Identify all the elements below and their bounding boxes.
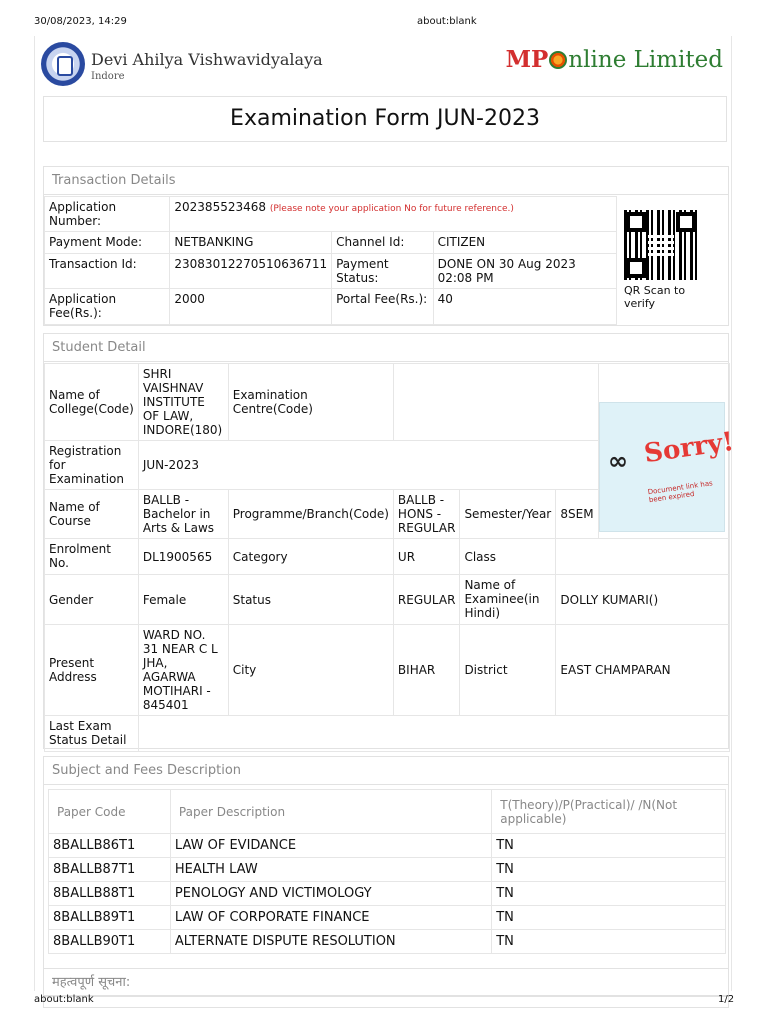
page-number: 1/2 xyxy=(718,994,735,1005)
print-url: about:blank xyxy=(417,16,477,27)
column-header: T(Theory)/P(Practical)/ /N(Not applicable) xyxy=(492,790,726,834)
paper-code: 8BALLB89T1 xyxy=(49,906,171,930)
application-number-label: Application Number: xyxy=(45,197,170,232)
city: BIHAR xyxy=(393,625,460,716)
registration: JUN-2023 xyxy=(138,441,599,490)
payment-status: DONE ON 30 Aug 2023 02:08 PM xyxy=(433,254,616,289)
university-city: Indore xyxy=(91,71,125,82)
paper-description: LAW OF EVIDANCE xyxy=(170,834,491,858)
paper-description: LAW OF CORPORATE FINANCE xyxy=(170,906,491,930)
enrolment-label: Enrolment No. xyxy=(45,539,139,575)
category-label: Category xyxy=(228,539,393,575)
city-label: City xyxy=(228,625,393,716)
class-label: Class xyxy=(460,539,556,575)
paper-type: TN xyxy=(492,930,726,954)
payment-mode: NETBANKING xyxy=(170,232,332,254)
photo-sorry-subtext: Document link has been expired xyxy=(647,479,714,505)
paper-type: TN xyxy=(492,858,726,882)
application-fee-label: Application Fee(Rs.): xyxy=(45,289,170,325)
application-number-cell xyxy=(170,197,617,232)
exam-form-page xyxy=(34,36,736,991)
column-header: Paper Description xyxy=(170,790,491,834)
district-label: District xyxy=(460,625,556,716)
semester-label: Semester/Year xyxy=(460,490,556,539)
gender: Female xyxy=(138,575,228,625)
mponline-o-icon xyxy=(549,51,567,69)
paper-type: TN xyxy=(492,906,726,930)
college: SHRI VAISHNAV INSTITUTE OF LAW, INDORE(180) xyxy=(138,364,228,441)
paper-description: HEALTH LAW xyxy=(170,858,491,882)
channel-id: CITIZEN xyxy=(433,232,616,254)
paper-type: TN xyxy=(492,882,726,906)
course: BALLB - Bachelor in Arts & Laws xyxy=(138,490,228,539)
page-title: Examination Form JUN-2023 xyxy=(230,106,540,131)
glasses-icon: ∞ xyxy=(608,447,628,475)
student-section xyxy=(43,333,736,749)
subjects-heading: Subject and Fees Description xyxy=(44,757,728,785)
district: EAST CHAMPARAN xyxy=(556,625,730,716)
status-label: Status xyxy=(228,575,393,625)
last-exam xyxy=(138,716,729,752)
table-row xyxy=(49,834,726,858)
exam-centre xyxy=(393,364,598,441)
student-heading: Student Detail xyxy=(44,334,728,362)
category: UR xyxy=(393,539,460,575)
university-seal-icon xyxy=(41,42,85,86)
programme-label: Programme/Branch(Code) xyxy=(228,490,393,539)
qr-caption: QR Scan to verify xyxy=(624,284,686,310)
title-box xyxy=(43,96,727,142)
paper-code: 8BALLB87T1 xyxy=(49,858,171,882)
university-name: Devi Ahilya Vishwavidyalaya xyxy=(91,50,323,69)
college-label: Name of College(Code) xyxy=(45,364,139,441)
student-photo xyxy=(599,402,736,532)
transaction-table xyxy=(44,196,617,325)
examinee-label: Name of Examinee(in Hindi) xyxy=(460,575,556,625)
semester: 8SEM xyxy=(556,490,599,539)
portal-fee: 40 xyxy=(433,289,616,325)
payment-status-label: Payment Status: xyxy=(332,254,433,289)
photo-sorry-text: Sorry! xyxy=(642,426,736,470)
application-number: 202385523468 xyxy=(174,200,267,214)
paper-code: 8BALLB90T1 xyxy=(49,930,171,954)
column-header: Paper Code xyxy=(49,790,171,834)
notice-section xyxy=(43,968,729,1008)
table-row xyxy=(49,906,726,930)
notice-heading: महत्वपूर्ण सूचना: xyxy=(44,969,728,997)
subjects-table xyxy=(48,789,726,954)
table-row xyxy=(49,930,726,954)
table-row xyxy=(49,858,726,882)
mponline-logo-suffix: nline Limited xyxy=(568,47,723,73)
mponline-logo xyxy=(506,46,723,73)
paper-description: PENOLOGY AND VICTIMOLOGY xyxy=(170,882,491,906)
programme: BALLB - HONS - REGULAR xyxy=(393,490,460,539)
status: REGULAR xyxy=(393,575,460,625)
application-note: (Please note your application No for future reference.) xyxy=(269,204,514,214)
address-label: Present Address xyxy=(45,625,139,716)
footer-url: about:blank xyxy=(34,994,94,1005)
registration-label: Registration for Examination xyxy=(45,441,139,490)
course-label: Name of Course xyxy=(45,490,139,539)
mponline-logo-prefix: MP xyxy=(505,46,549,73)
paper-type: TN xyxy=(492,834,726,858)
transaction-section xyxy=(43,166,729,326)
gender-label: Gender xyxy=(45,575,139,625)
examinee: DOLLY KUMARI() xyxy=(556,575,730,625)
qr-code-icon xyxy=(624,210,698,280)
transaction-id: 23083012270510636711 xyxy=(170,254,332,289)
enrolment: DL1900565 xyxy=(138,539,228,575)
table-row xyxy=(49,882,726,906)
payment-mode-label: Payment Mode: xyxy=(45,232,170,254)
address: WARD NO. 31 NEAR C L JHA, AGARWA MOTIHARI - 845401 xyxy=(138,625,228,716)
channel-id-label: Channel Id: xyxy=(332,232,433,254)
print-datetime: 30/08/2023, 14:29 xyxy=(34,16,127,27)
class xyxy=(556,539,730,575)
paper-code: 8BALLB86T1 xyxy=(49,834,171,858)
application-fee: 2000 xyxy=(170,289,332,325)
paper-code: 8BALLB88T1 xyxy=(49,882,171,906)
last-exam-label: Last Exam Status Detail xyxy=(45,716,139,752)
transaction-id-label: Transaction Id: xyxy=(45,254,170,289)
logo-row xyxy=(35,36,733,92)
transaction-heading: Transaction Details xyxy=(44,167,728,195)
subjects-header-row xyxy=(49,790,726,834)
exam-centre-label: Examination Centre(Code) xyxy=(228,364,393,441)
paper-description: ALTERNATE DISPUTE RESOLUTION xyxy=(170,930,491,954)
portal-fee-label: Portal Fee(Rs.): xyxy=(332,289,433,325)
subjects-section xyxy=(43,756,729,996)
